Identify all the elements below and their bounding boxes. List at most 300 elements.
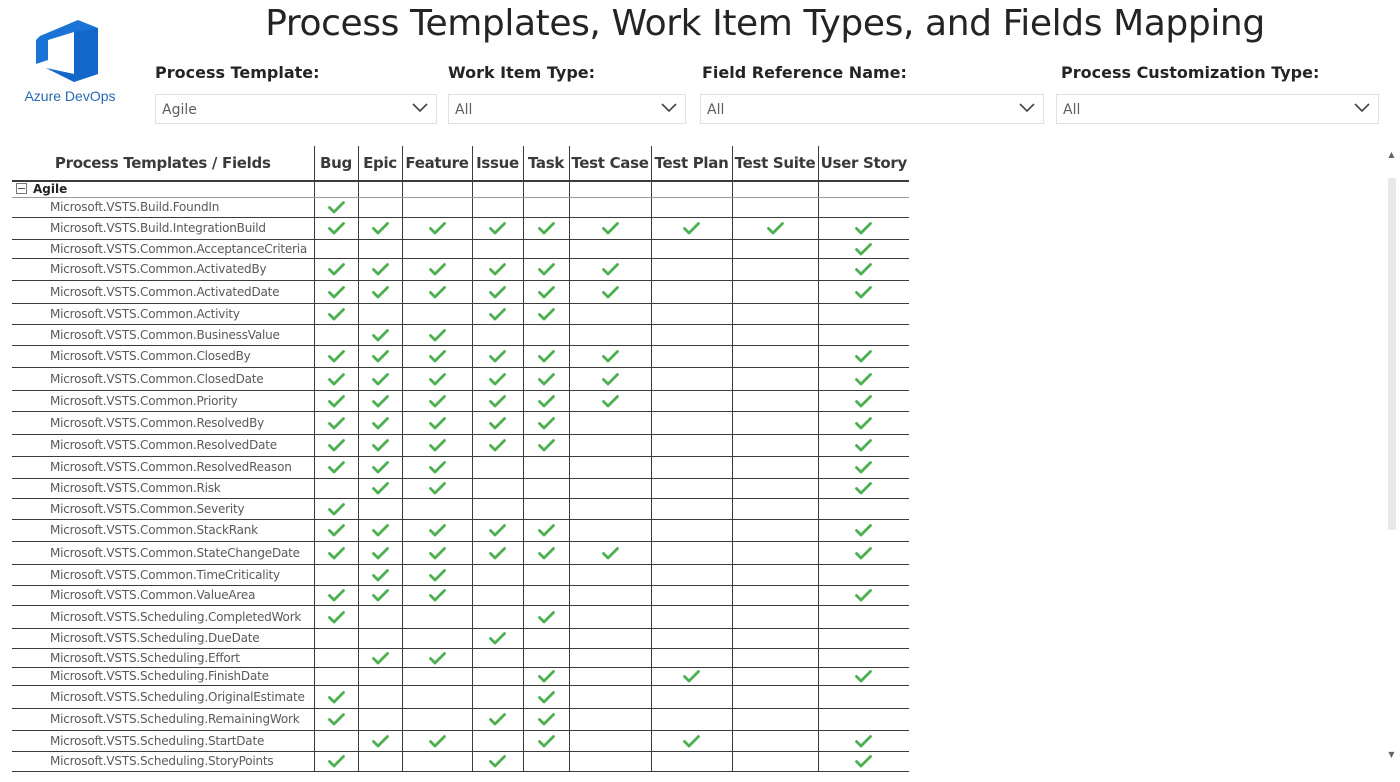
matrix-cell[interactable]	[569, 648, 651, 667]
matrix-cell[interactable]	[818, 367, 909, 390]
column-header[interactable]: Task	[523, 146, 569, 181]
matrix-cell[interactable]	[818, 239, 909, 258]
field-name-cell[interactable]: Microsoft.VSTS.Common.Severity	[12, 498, 314, 519]
matrix-cell[interactable]	[569, 541, 651, 564]
matrix-cell[interactable]	[818, 345, 909, 367]
matrix-cell[interactable]	[651, 258, 732, 280]
matrix-cell[interactable]	[314, 730, 358, 751]
matrix-cell[interactable]	[402, 239, 472, 258]
matrix-cell[interactable]	[569, 280, 651, 303]
field-name-cell[interactable]: Microsoft.VSTS.Common.BusinessValue	[12, 324, 314, 345]
matrix-cell[interactable]	[523, 303, 569, 324]
matrix-cell[interactable]	[818, 390, 909, 411]
matrix-cell[interactable]	[472, 585, 523, 605]
field-name-cell[interactable]: Microsoft.VSTS.Common.TimeCriticality	[12, 564, 314, 585]
matrix-cell[interactable]	[732, 498, 818, 519]
matrix-cell[interactable]	[314, 478, 358, 498]
matrix-cell[interactable]	[358, 390, 402, 411]
matrix-cell[interactable]	[651, 605, 732, 628]
matrix-cell[interactable]	[314, 564, 358, 585]
matrix-cell[interactable]	[732, 345, 818, 367]
matrix-cell[interactable]	[523, 628, 569, 648]
check-icon	[429, 263, 446, 276]
matrix-cell[interactable]	[358, 605, 402, 628]
matrix-cell[interactable]	[732, 303, 818, 324]
matrix-cell[interactable]	[569, 498, 651, 519]
matrix-cell[interactable]	[651, 667, 732, 685]
matrix-cell[interactable]	[523, 411, 569, 434]
matrix-cell[interactable]	[651, 345, 732, 367]
matrix-cell[interactable]	[818, 648, 909, 667]
matrix-cell[interactable]	[651, 564, 732, 585]
matrix-cell[interactable]	[358, 730, 402, 751]
matrix-cell[interactable]	[472, 708, 523, 730]
field-reference-name-dropdown[interactable]	[700, 94, 1044, 124]
matrix-cell[interactable]	[523, 648, 569, 667]
matrix-cell[interactable]	[402, 751, 472, 771]
matrix-cell[interactable]	[314, 434, 358, 456]
matrix-cell[interactable]	[402, 730, 472, 751]
matrix-cell[interactable]	[314, 708, 358, 730]
matrix-cell[interactable]	[523, 367, 569, 390]
matrix-cell[interactable]	[732, 239, 818, 258]
matrix-cell[interactable]	[732, 585, 818, 605]
field-name-cell[interactable]: Microsoft.VSTS.Common.AcceptanceCriteria	[12, 239, 314, 258]
matrix-cell[interactable]	[472, 685, 523, 708]
matrix-cell[interactable]	[472, 564, 523, 585]
matrix-cell[interactable]	[818, 519, 909, 541]
matrix-cell[interactable]	[358, 519, 402, 541]
matrix-cell[interactable]	[651, 303, 732, 324]
matrix-cell[interactable]	[472, 324, 523, 345]
vertical-scrollbar[interactable]	[1386, 150, 1397, 760]
matrix-cell[interactable]	[314, 367, 358, 390]
matrix-cell[interactable]	[523, 197, 569, 217]
matrix-cell[interactable]	[569, 345, 651, 367]
matrix-cell[interactable]	[651, 367, 732, 390]
matrix-cell[interactable]	[472, 628, 523, 648]
matrix-cell[interactable]	[314, 498, 358, 519]
field-name-cell[interactable]: Microsoft.VSTS.Scheduling.CompletedWork	[12, 605, 314, 628]
matrix-cell[interactable]	[732, 367, 818, 390]
column-header[interactable]: Epic	[358, 146, 402, 181]
matrix-cell[interactable]	[651, 685, 732, 708]
matrix-cell[interactable]	[314, 324, 358, 345]
matrix-cell[interactable]	[523, 730, 569, 751]
matrix-cell[interactable]	[651, 217, 732, 239]
process-customization-type-dropdown[interactable]	[1056, 94, 1379, 124]
matrix-cell[interactable]	[523, 585, 569, 605]
matrix-cell[interactable]	[651, 324, 732, 345]
matrix-cell[interactable]	[523, 564, 569, 585]
matrix-cell[interactable]	[402, 667, 472, 685]
matrix-cell[interactable]	[651, 280, 732, 303]
matrix-cell[interactable]	[523, 605, 569, 628]
field-name-cell[interactable]: Microsoft.VSTS.Common.ResolvedBy	[12, 411, 314, 434]
matrix-cell[interactable]	[402, 280, 472, 303]
matrix-cell[interactable]	[651, 628, 732, 648]
matrix-cell[interactable]	[358, 541, 402, 564]
field-name-cell[interactable]: Microsoft.VSTS.Build.FoundIn	[12, 197, 314, 217]
matrix-cell[interactable]	[314, 239, 358, 258]
matrix-cell[interactable]	[314, 541, 358, 564]
matrix-cell[interactable]	[523, 519, 569, 541]
matrix-cell[interactable]	[523, 685, 569, 708]
matrix-cell[interactable]	[472, 541, 523, 564]
column-header[interactable]: Feature	[402, 146, 472, 181]
matrix-cell[interactable]	[523, 478, 569, 498]
matrix-cell[interactable]	[732, 478, 818, 498]
matrix-cell[interactable]	[358, 280, 402, 303]
matrix-cell[interactable]	[818, 628, 909, 648]
check-icon	[372, 482, 389, 495]
matrix-cell[interactable]	[818, 730, 909, 751]
column-header[interactable]: User Story	[818, 146, 909, 181]
matrix-cell[interactable]	[523, 667, 569, 685]
field-name-cell[interactable]: Microsoft.VSTS.Common.StackRank	[12, 519, 314, 541]
matrix-cell[interactable]	[314, 390, 358, 411]
matrix-cell[interactable]	[651, 478, 732, 498]
matrix-cell[interactable]	[314, 648, 358, 667]
corner-header[interactable]: Process Templates / Fields	[12, 146, 314, 181]
field-name-cell[interactable]: Microsoft.VSTS.Common.Activity	[12, 303, 314, 324]
matrix-cell[interactable]	[314, 303, 358, 324]
matrix-cell[interactable]	[569, 411, 651, 434]
matrix-cell[interactable]	[314, 280, 358, 303]
matrix-cell[interactable]	[358, 585, 402, 605]
matrix-cell[interactable]	[651, 585, 732, 605]
matrix-cell[interactable]	[569, 708, 651, 730]
scroll-down-icon[interactable]: ▼	[1388, 750, 1395, 759]
field-name-cell[interactable]: Microsoft.VSTS.Common.StateChangeDate	[12, 541, 314, 564]
matrix-cell[interactable]	[472, 345, 523, 367]
matrix-cell[interactable]	[314, 751, 358, 771]
matrix-cell[interactable]	[732, 197, 818, 217]
matrix-cell[interactable]	[732, 434, 818, 456]
matrix-cell[interactable]	[818, 751, 909, 771]
matrix-cell[interactable]	[732, 217, 818, 239]
matrix-cell[interactable]	[314, 667, 358, 685]
matrix-cell[interactable]	[358, 478, 402, 498]
matrix-cell[interactable]	[569, 456, 651, 478]
check-icon	[328, 373, 345, 386]
matrix-cell[interactable]	[472, 197, 523, 217]
matrix-cell[interactable]	[732, 648, 818, 667]
matrix-cell[interactable]	[651, 519, 732, 541]
scroll-thumb[interactable]	[1388, 178, 1396, 530]
matrix-cell[interactable]	[569, 730, 651, 751]
matrix-cell[interactable]	[472, 411, 523, 434]
field-name-cell[interactable]: Microsoft.VSTS.Scheduling.StartDate	[12, 730, 314, 751]
matrix-cell[interactable]	[523, 751, 569, 771]
matrix-cell[interactable]	[818, 303, 909, 324]
matrix-cell[interactable]	[358, 708, 402, 730]
matrix-cell[interactable]	[818, 498, 909, 519]
matrix-cell[interactable]	[569, 628, 651, 648]
matrix-cell[interactable]	[732, 258, 818, 280]
matrix-cell[interactable]	[314, 605, 358, 628]
matrix-cell[interactable]	[818, 685, 909, 708]
matrix-cell[interactable]	[818, 667, 909, 685]
matrix-cell[interactable]	[402, 390, 472, 411]
field-name-cell[interactable]: Microsoft.VSTS.Common.ClosedDate	[12, 367, 314, 390]
matrix-cell[interactable]	[472, 434, 523, 456]
matrix-cell[interactable]	[732, 564, 818, 585]
matrix-cell[interactable]	[402, 478, 472, 498]
matrix-cell[interactable]	[358, 239, 402, 258]
matrix-cell[interactable]	[818, 456, 909, 478]
matrix-cell[interactable]	[523, 541, 569, 564]
matrix-cell[interactable]	[569, 197, 651, 217]
matrix-cell[interactable]	[523, 280, 569, 303]
collapse-icon[interactable]	[16, 183, 27, 194]
matrix-cell[interactable]	[523, 324, 569, 345]
matrix-cell[interactable]	[358, 456, 402, 478]
matrix-cell[interactable]	[358, 217, 402, 239]
matrix-cell[interactable]	[472, 217, 523, 239]
matrix-cell[interactable]	[818, 708, 909, 730]
matrix-cell[interactable]	[472, 390, 523, 411]
group-header-cell[interactable]	[12, 181, 314, 197]
matrix-cell[interactable]	[569, 564, 651, 585]
check-icon	[602, 222, 619, 235]
matrix-cell[interactable]	[402, 628, 472, 648]
matrix-cell[interactable]	[472, 519, 523, 541]
field-name-cell[interactable]: Microsoft.VSTS.Scheduling.Effort	[12, 648, 314, 667]
matrix-cell[interactable]	[523, 239, 569, 258]
matrix-cell[interactable]	[402, 498, 472, 519]
matrix-cell[interactable]	[651, 751, 732, 771]
matrix-cell[interactable]	[472, 648, 523, 667]
matrix-cell[interactable]	[569, 478, 651, 498]
matrix-cell[interactable]	[818, 564, 909, 585]
matrix-cell[interactable]	[472, 667, 523, 685]
matrix-cell[interactable]	[402, 519, 472, 541]
matrix-cell[interactable]	[818, 434, 909, 456]
matrix-cell[interactable]	[569, 217, 651, 239]
column-header[interactable]: Test Case	[569, 146, 651, 181]
matrix-cell[interactable]	[314, 217, 358, 239]
matrix-cell[interactable]	[472, 498, 523, 519]
field-name-cell[interactable]: Microsoft.VSTS.Scheduling.DueDate	[12, 628, 314, 648]
matrix-cell[interactable]	[402, 197, 472, 217]
matrix-cell[interactable]	[651, 456, 732, 478]
matrix-cell[interactable]	[651, 239, 732, 258]
matrix-cell[interactable]	[651, 541, 732, 564]
matrix-cell[interactable]	[651, 390, 732, 411]
field-name-cell[interactable]: Microsoft.VSTS.Common.ClosedBy	[12, 345, 314, 367]
matrix-cell[interactable]	[818, 324, 909, 345]
matrix-cell[interactable]	[818, 478, 909, 498]
matrix-cell[interactable]	[569, 324, 651, 345]
matrix-cell[interactable]	[732, 751, 818, 771]
matrix-cell[interactable]	[651, 434, 732, 456]
matrix-cell[interactable]	[402, 434, 472, 456]
field-name-cell[interactable]: Microsoft.VSTS.Scheduling.FinishDate	[12, 667, 314, 685]
matrix-cell[interactable]	[818, 541, 909, 564]
matrix-cell[interactable]	[818, 280, 909, 303]
matrix-cell[interactable]	[472, 478, 523, 498]
matrix-cell[interactable]	[818, 258, 909, 280]
matrix-cell[interactable]	[472, 751, 523, 771]
matrix-cell[interactable]	[569, 258, 651, 280]
field-name-cell[interactable]: Microsoft.VSTS.Common.ActivatedDate	[12, 280, 314, 303]
field-name-cell[interactable]: Microsoft.VSTS.Scheduling.RemainingWork	[12, 708, 314, 730]
matrix-cell[interactable]	[472, 730, 523, 751]
matrix-cell[interactable]	[358, 324, 402, 345]
matrix-cell[interactable]	[569, 434, 651, 456]
matrix-cell[interactable]	[472, 367, 523, 390]
matrix-cell[interactable]	[358, 498, 402, 519]
matrix-cell[interactable]	[402, 648, 472, 667]
matrix-cell[interactable]	[732, 541, 818, 564]
matrix-cell[interactable]	[651, 411, 732, 434]
column-header[interactable]: Test Suite	[732, 146, 818, 181]
matrix-cell[interactable]	[358, 628, 402, 648]
matrix-cell[interactable]	[402, 324, 472, 345]
matrix-cell[interactable]	[358, 434, 402, 456]
matrix-cell[interactable]	[472, 303, 523, 324]
matrix-cell[interactable]	[569, 751, 651, 771]
field-name-cell[interactable]: Microsoft.VSTS.Build.IntegrationBuild	[12, 217, 314, 239]
matrix-cell[interactable]	[651, 498, 732, 519]
matrix-cell[interactable]	[402, 605, 472, 628]
matrix-cell[interactable]	[358, 345, 402, 367]
matrix-cell[interactable]	[358, 564, 402, 585]
matrix-cell[interactable]	[523, 217, 569, 239]
column-header[interactable]: Issue	[472, 146, 523, 181]
matrix-cell[interactable]	[314, 585, 358, 605]
field-name-cell[interactable]: Microsoft.VSTS.Common.Risk	[12, 478, 314, 498]
matrix-cell[interactable]	[402, 411, 472, 434]
check-icon	[328, 524, 345, 537]
matrix-cell[interactable]	[569, 605, 651, 628]
scroll-up-icon[interactable]: ▲	[1388, 150, 1395, 159]
matrix-cell[interactable]	[732, 324, 818, 345]
check-icon	[372, 286, 389, 299]
field-name-cell[interactable]: Microsoft.VSTS.Scheduling.StoryPoints	[12, 751, 314, 771]
matrix-cell[interactable]	[651, 197, 732, 217]
field-name-cell[interactable]: Microsoft.VSTS.Scheduling.OriginalEstimate	[12, 685, 314, 708]
matrix-cell[interactable]	[732, 628, 818, 648]
field-name-cell[interactable]: Microsoft.VSTS.Common.ActivatedBy	[12, 258, 314, 280]
field-name-cell[interactable]: Microsoft.VSTS.Common.ResolvedReason	[12, 456, 314, 478]
matrix-cell[interactable]	[314, 456, 358, 478]
matrix-cell[interactable]	[651, 730, 732, 751]
matrix-cell[interactable]	[402, 585, 472, 605]
matrix-cell[interactable]	[569, 239, 651, 258]
matrix-cell[interactable]	[358, 197, 402, 217]
matrix-cell[interactable]	[523, 498, 569, 519]
matrix-cell[interactable]	[402, 367, 472, 390]
matrix-cell[interactable]	[818, 411, 909, 434]
matrix-cell[interactable]	[402, 541, 472, 564]
matrix-cell[interactable]	[523, 258, 569, 280]
field-name-cell[interactable]: Microsoft.VSTS.Common.ResolvedDate	[12, 434, 314, 456]
matrix-cell[interactable]	[402, 303, 472, 324]
matrix-cell[interactable]	[402, 685, 472, 708]
column-header[interactable]: Bug	[314, 146, 358, 181]
matrix-cell[interactable]	[314, 685, 358, 708]
matrix-cell[interactable]	[314, 411, 358, 434]
matrix-cell[interactable]	[358, 751, 402, 771]
matrix-cell[interactable]	[818, 605, 909, 628]
matrix-cell[interactable]	[651, 708, 732, 730]
matrix-cell[interactable]	[569, 390, 651, 411]
matrix-cell[interactable]	[402, 258, 472, 280]
matrix-cell[interactable]	[523, 390, 569, 411]
matrix-cell[interactable]	[358, 303, 402, 324]
matrix-cell[interactable]	[569, 667, 651, 685]
matrix-cell[interactable]	[402, 564, 472, 585]
matrix-cell[interactable]	[358, 411, 402, 434]
matrix-cell[interactable]	[732, 411, 818, 434]
matrix-cell[interactable]	[818, 197, 909, 217]
matrix-cell[interactable]	[472, 258, 523, 280]
matrix-cell[interactable]	[358, 667, 402, 685]
matrix-cell[interactable]	[358, 685, 402, 708]
check-icon	[372, 222, 389, 235]
matrix-cell[interactable]	[651, 648, 732, 667]
matrix-cell[interactable]	[314, 345, 358, 367]
matrix-cell[interactable]	[402, 708, 472, 730]
matrix-cell[interactable]	[569, 303, 651, 324]
matrix-cell[interactable]	[569, 519, 651, 541]
field-name-cell[interactable]: Microsoft.VSTS.Common.Priority	[12, 390, 314, 411]
check-icon	[372, 524, 389, 537]
matrix-cell[interactable]	[314, 628, 358, 648]
table-row	[12, 197, 909, 217]
matrix-cell[interactable]	[569, 685, 651, 708]
matrix-cell[interactable]	[472, 605, 523, 628]
field-name-cell[interactable]: Microsoft.VSTS.Common.ValueArea	[12, 585, 314, 605]
matrix-cell[interactable]	[732, 708, 818, 730]
matrix-cell[interactable]	[358, 367, 402, 390]
matrix-cell[interactable]	[472, 456, 523, 478]
check-icon	[328, 461, 345, 474]
matrix-cell[interactable]	[314, 258, 358, 280]
matrix-cell[interactable]	[732, 685, 818, 708]
matrix-cell[interactable]	[523, 708, 569, 730]
matrix-cell[interactable]	[732, 390, 818, 411]
matrix-cell[interactable]	[358, 258, 402, 280]
matrix-cell[interactable]	[818, 217, 909, 239]
matrix-cell[interactable]	[732, 280, 818, 303]
matrix-cell[interactable]	[402, 456, 472, 478]
column-header[interactable]: Test Plan	[651, 146, 732, 181]
matrix-cell[interactable]	[314, 197, 358, 217]
matrix-cell[interactable]	[569, 367, 651, 390]
matrix-cell[interactable]	[732, 456, 818, 478]
matrix-cell[interactable]	[569, 585, 651, 605]
matrix-cell[interactable]	[732, 667, 818, 685]
matrix-cell[interactable]	[472, 280, 523, 303]
matrix-cell[interactable]	[732, 605, 818, 628]
matrix-cell[interactable]	[402, 217, 472, 239]
matrix-cell[interactable]	[314, 519, 358, 541]
process-template-dropdown[interactable]	[155, 94, 437, 124]
matrix-cell[interactable]	[732, 730, 818, 751]
matrix-cell[interactable]	[523, 434, 569, 456]
matrix-cell[interactable]	[523, 456, 569, 478]
matrix-cell[interactable]	[523, 345, 569, 367]
matrix-cell[interactable]	[818, 585, 909, 605]
matrix-cell[interactable]	[732, 519, 818, 541]
matrix-cell[interactable]	[358, 648, 402, 667]
matrix-cell[interactable]	[402, 345, 472, 367]
matrix-cell[interactable]	[472, 239, 523, 258]
work-item-type-dropdown[interactable]	[448, 94, 686, 124]
